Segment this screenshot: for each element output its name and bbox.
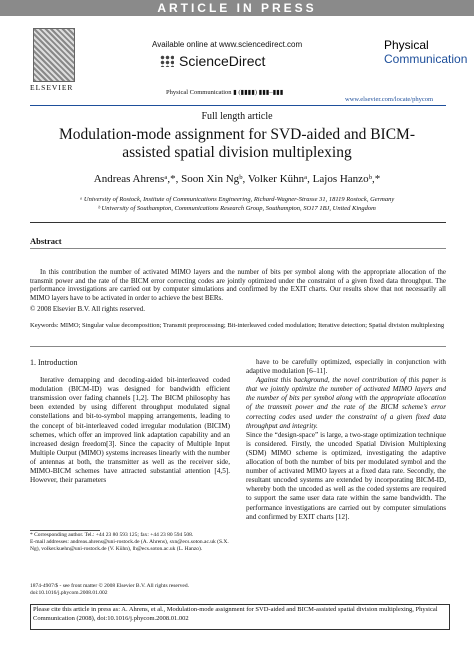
article-title: Modulation-mode assignment for SVD-aided and BICM-assisted spatial division multiplexing <box>58 126 415 161</box>
author-list: Andreas Ahrensᵃ,*, Soon Xin Ngᵇ, Volker Kühnᵃ, Lajos Hanzoᵇ,* <box>93 173 381 185</box>
available-online-text: Available online at www.sciencedirect.com <box>152 40 303 49</box>
issn-line: 1874-4907/$ - see front matter © 2008 Elsevier B.V. All rights reserved. <box>30 583 189 589</box>
footnote-divider <box>30 530 100 531</box>
elsevier-tree-logo <box>33 28 75 82</box>
design-space-paragraph: Since the “design-space” is large, a two-stage optimization technique is considered. Firstly, the uncoded Spatial Division Multiplexing (SDM) MIMO scheme is optimized, investigating the adaptive allocation of both the number of bits per modulated symbol and the number of activated MIMO layers at a fixed data rate. Secondly, the resultant uncoded systems are extended by incorporating BICM-ID, whereby both the uncoded as well as the coded systems are required to support the same user data rate within the same bandwidth. The performance investigations are carried out by computer simulations and confirmed by EXIT charts [12]. <box>246 430 446 521</box>
citation-box: Please cite this article in press as: A. Ahrens, et al., Modulation-mode assignment for SVD-aided and BICM-assisted spatial division multiplexing, Physical Communication (2008), doi:10.1016/j.phycom.2008.01.002 <box>30 604 450 630</box>
email-addresses: E-mail addresses: andreas.ahrens@uni-rostock.de (A. Ahrens), sxn@ecs.soton.ac.uk (S.X. Ng), volker.kuehn@uni-rostock.de (V. Kühn), lh@ecs.soton.ac.uk (L. Hanzo). <box>30 539 229 553</box>
journal-reference: Physical Communication ▮ (▮▮▮▮) ▮▮▮–▮▮▮ <box>166 89 284 96</box>
keywords-divider <box>30 346 446 347</box>
corresponding-author-note: * Corresponding author. Tel.: +44 23 80 593 125; fax: +44 23 80 594 508. <box>30 532 194 538</box>
issn-info <box>30 583 230 597</box>
abstract-top-divider <box>30 222 446 223</box>
abstract-heading-divider <box>30 248 446 249</box>
intro-paragraph-2: have to be carefully optimized, especially in conjunction with adaptive modulation [6–11]. <box>246 358 446 376</box>
right-column <box>246 358 446 522</box>
contribution-paragraph: Against this background, the novel contribution of this paper is that we jointly optimize the number of activated MIMO layers and the number of bits per symbol along with the appropriate allocation of the transmit power and the rate of the BICM scheme’s error correcting codes used under the constraint of a given fixed data throughput and integrity. <box>246 376 446 430</box>
affiliation-a: ᵃ University of Rostock, Institute of Communications Engineering, Richard-Wagner-Strasse 31, 18119 Rostock, Germany <box>79 196 395 203</box>
affiliations <box>0 196 474 213</box>
abstract-heading: Abstract <box>30 236 62 246</box>
sciencedirect-dots-icon <box>160 55 174 67</box>
journal-homepage-link[interactable]: www.elsevier.com/locate/phycom <box>345 96 434 103</box>
sciencedirect-label: ScienceDirect <box>179 53 266 69</box>
section-heading: 1. Introduction <box>30 358 78 367</box>
doi-line: doi:10.1016/j.phycom.2008.01.002 <box>30 590 108 597</box>
left-column <box>30 358 230 485</box>
footnotes <box>30 532 230 554</box>
abstract-copyright: © 2008 Elsevier B.V. All rights reserved. <box>30 305 146 313</box>
publisher-name: ELSEVIER <box>30 83 74 92</box>
affiliation-b: ᵇ University of Southampton, Communications Research Group, Southampton, SO17 1BJ, United Kingdom <box>98 204 376 212</box>
journal-logo-line1: Physical <box>384 38 429 52</box>
keywords: Keywords: MIMO; Singular value decomposition; Transmit preprocessing; Bit-interleaved coded modulation; Iterative detection; Spatial division multiplexing <box>30 322 445 329</box>
journal-logo <box>384 38 467 66</box>
abstract-text: In this contribution the number of activated MIMO layers and the number of bits per symbol along with the appropriate allocation of the transmit power and the rate of the BICM error correcting codes are jointly optimized under the constraint of a given fixed data throughput. The performance investigations are carried out by computer simulations and confirmed by the EXIT charts. Our results show that not necessarily all MIMO layers have to be activated in order to achieve the best BERs. <box>30 268 446 302</box>
intro-paragraph-1: Iterative demapping and decoding-aided bit-interleaved coded modulation (BICM-ID) was designed for bandwidth efficient transmission over fading channels [1,2]. The BICM philosophy has been extended by using different throughput modulated signal constellations and bit-to-symbol mapping arrangements, leading to the concept of bit-interleaved coded irregular modulation (BICIM) schemes, which offer an improved link adaptation capability and an increased design freedom[3]. Since the capacity of Multiple Input Multiple Output (MIMO) systems increases linearly with the number of antennas at both, the transmitter as well as the receiver side, MIMO-BICM schemes have attracted substantial attention [4,5]. However, their parameters <box>30 376 230 485</box>
article-type: Full length article <box>201 111 273 122</box>
journal-logo-line2: Communication <box>384 52 468 66</box>
header-divider <box>30 105 446 106</box>
article-in-press-banner: ARTICLE IN PRESS <box>0 0 474 16</box>
sciencedirect-logo[interactable] <box>160 53 265 69</box>
